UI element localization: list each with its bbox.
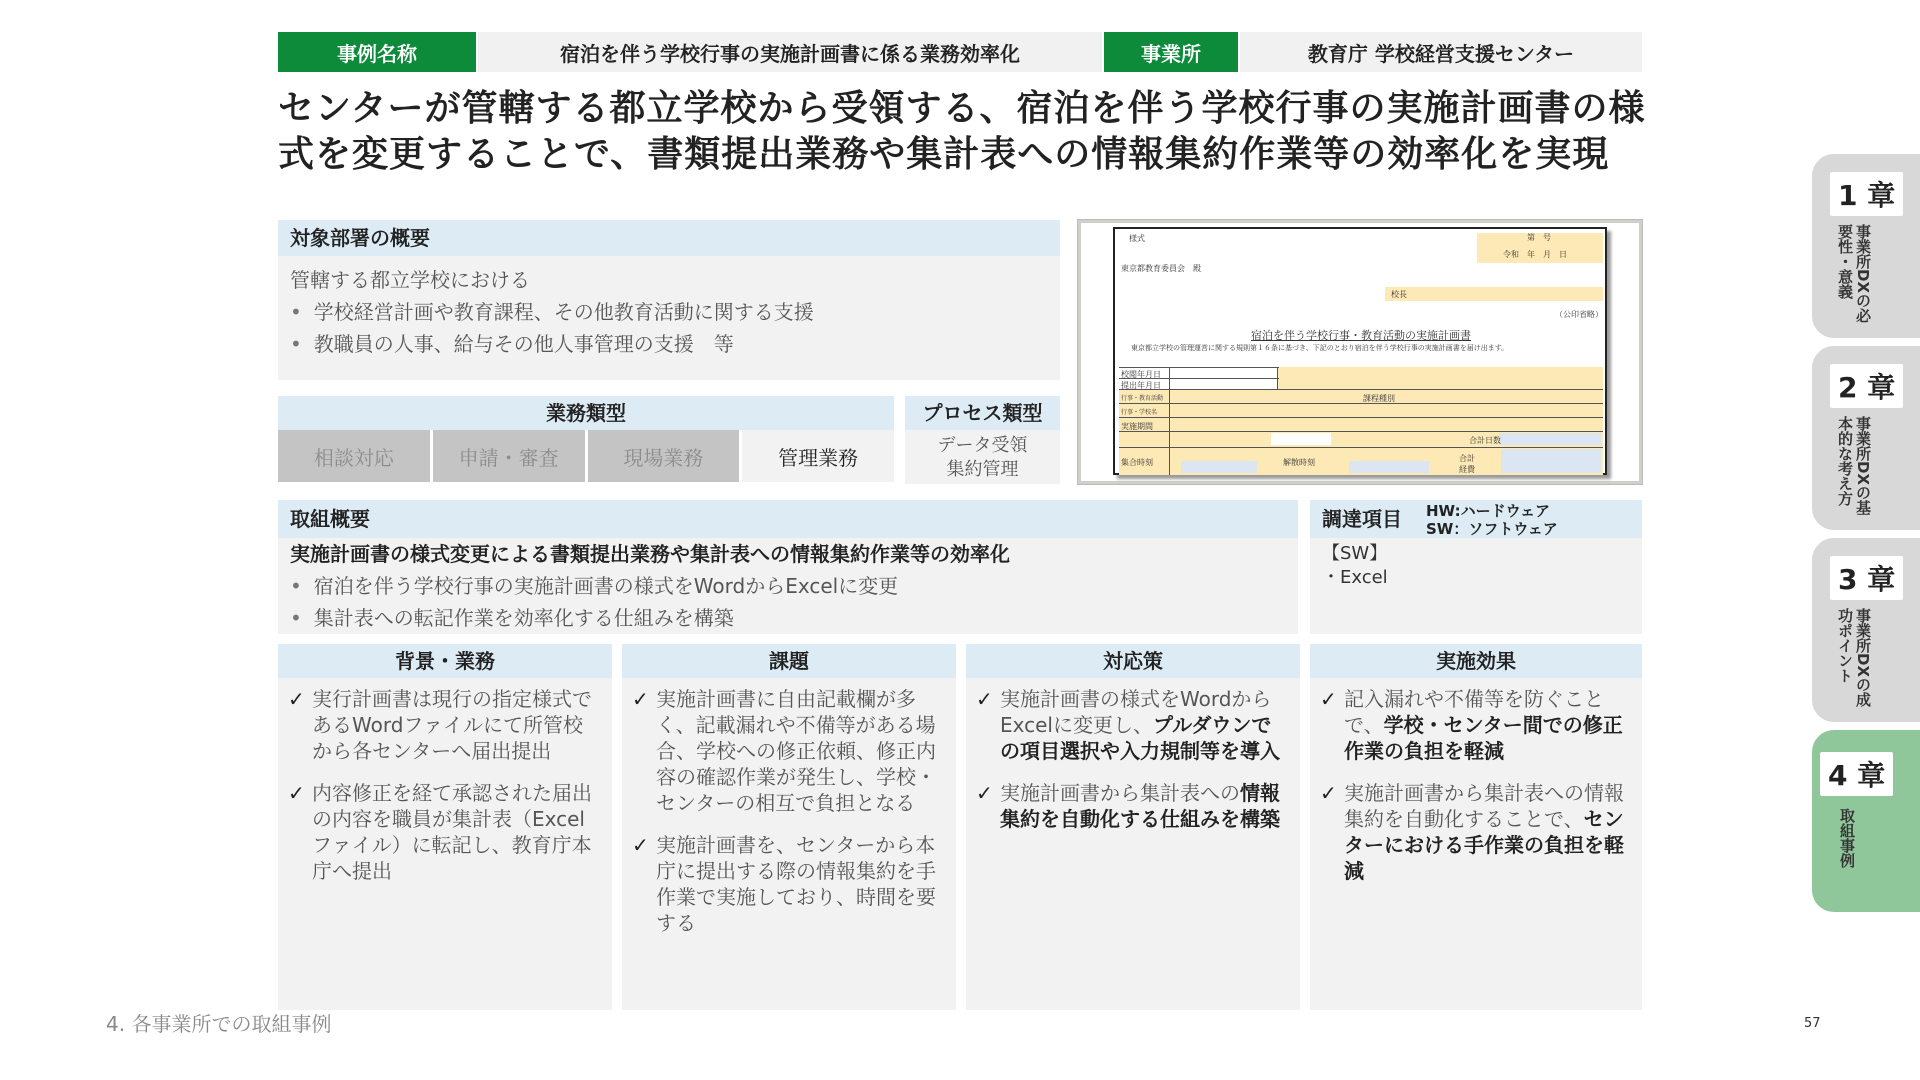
procurement-line: ・Excel: [1322, 567, 1388, 588]
form-text: 東京都立学校の管理運営に関する規則第１６条に基づき、下記のとおり宿泊を伴う学校行事の実施計画書を届け出ます。: [1131, 344, 1509, 352]
form-text: （公印省略）: [1555, 310, 1603, 319]
column-item: [288, 686, 602, 764]
business-types-panel: [278, 396, 894, 484]
column-item: [1320, 686, 1632, 764]
form-cell: [1349, 461, 1429, 473]
form-text: 行事・学校名: [1121, 409, 1158, 416]
form-cell: [1501, 449, 1601, 473]
chapter-tab-1[interactable]: [1812, 154, 1920, 338]
background-column: [278, 644, 612, 1010]
column-item-text: 記入漏れや不備等を防ぐことで、: [1344, 687, 1604, 737]
column-item-text: 実施計画書から集計表への: [1000, 781, 1240, 805]
procurement-panel: [1310, 500, 1642, 634]
check-icon: ✓: [976, 687, 993, 711]
business-type-field: 現場業務: [588, 430, 740, 482]
process-types-panel: [905, 396, 1060, 484]
chapter-tab-desc: 事業所DXの基本的な考え方: [1836, 416, 1872, 516]
column-title: 課題: [622, 644, 956, 678]
initiative-overview-panel: [278, 500, 1298, 634]
check-icon: ✓: [1320, 781, 1337, 805]
form-text: 実施期間: [1121, 422, 1153, 431]
business-type-application: 申請・審査: [433, 430, 585, 482]
initiative-overview-title: 取組概要: [278, 500, 1298, 538]
check-icon: ✓: [976, 781, 993, 805]
chapter-tab-3[interactable]: [1812, 538, 1920, 722]
dept-item: • 教職員の人事、給与その他人事管理の支援 等: [290, 328, 1048, 360]
column-item: [288, 780, 602, 884]
procurement-legend-hw: HW:ハードウェア: [1426, 502, 1551, 520]
column-item: [632, 686, 946, 816]
column-item-emphasis: センターにおける手作業の負担を軽減: [1344, 807, 1624, 883]
check-icon: ✓: [288, 781, 305, 805]
process-type-line: データ受領: [937, 435, 1028, 456]
form-line: [1119, 431, 1603, 432]
column-title: 対応策: [966, 644, 1300, 678]
column-item-emphasis: プルダウンでの項目選択や入力規制等を導入: [1000, 713, 1280, 763]
column-item: [632, 832, 946, 936]
procurement-line: 【SW】: [1322, 543, 1388, 564]
column-item: [976, 686, 1290, 764]
form-text: 合計経費: [1459, 454, 1475, 474]
dept-item: • 学校経営計画や教育課程、その他教育活動に関する支援: [290, 296, 1048, 328]
footer-section: 4. 各事業所での取組事例: [106, 1012, 332, 1036]
column-item-text: 実行計画書は現行の指定様式であるWordファイルにて所管校から各センターへ届出提出: [312, 687, 592, 763]
form-cell: [1181, 461, 1257, 473]
form-text: 合計日数: [1469, 436, 1501, 445]
form-line: [1119, 403, 1603, 404]
column-item: [976, 780, 1290, 832]
chapter-tab-desc: 事業所DXの必要性・意義: [1836, 224, 1872, 324]
column-item-emphasis: 学校・センター間での修正作業の負担を軽減: [1344, 713, 1623, 763]
form-sheet: [1113, 227, 1607, 475]
office-label: 事業所: [1104, 32, 1238, 72]
form-text: 第 号: [1527, 233, 1551, 242]
procurement-legend: [1426, 502, 1558, 538]
form-cell: [1499, 433, 1601, 445]
dept-overview-title: 対象部署の概要: [278, 220, 1060, 256]
chapter-tab-2[interactable]: [1812, 346, 1920, 530]
page-number: 57: [1804, 1016, 1821, 1031]
form-text: 課程種別: [1363, 394, 1395, 403]
case-name-value: 宿泊を伴う学校行事の実施計画書に係る業務効率化: [478, 32, 1102, 72]
office-value: 教育庁 学校経営支援センター: [1240, 32, 1642, 72]
initiative-subtitle: 実施計画書の様式変更による書類提出業務や集計表への情報集約作業等の効率化: [290, 542, 1010, 566]
form-text: 提出年月日: [1121, 381, 1161, 390]
business-type-consult: 相談対応: [278, 430, 430, 482]
process-types-title: プロセス類型: [905, 396, 1060, 430]
column-item-emphasis: 情報集約を自動化する仕組みを構築: [1000, 781, 1280, 831]
form-thumbnail: [1078, 220, 1642, 484]
form-line: [1119, 417, 1603, 418]
check-icon: ✓: [1320, 687, 1337, 711]
column-item-text: 実施計画書に自由記載欄が多く、記載漏れや不備等がある場合、学校への修正依頼、修正内容の確認作業が発生し、学校・センターの相互で負担となる: [656, 687, 936, 815]
check-icon: ✓: [288, 687, 305, 711]
form-text: 校長: [1391, 290, 1407, 299]
chapter-tab-label: 2 章: [1830, 364, 1903, 408]
column-item-text: 内容修正を経て承認された届出の内容を職員が集計表（Excelファイル）に転記し、教育庁本庁へ提出: [312, 781, 592, 883]
chapter-tab-label: 4 章: [1820, 752, 1893, 796]
process-type-line: 集約管理: [946, 459, 1019, 480]
column-title: 背景・業務: [278, 644, 612, 678]
form-line: [1119, 367, 1279, 368]
column-item-text: 実施計画書の様式をWordからExcelに変更し、: [1000, 687, 1272, 737]
form-text: 様式: [1129, 234, 1145, 243]
column-title: 実施効果: [1310, 644, 1642, 678]
measures-column: [966, 644, 1300, 1010]
business-types-title: 業務類型: [278, 396, 894, 430]
chapter-tab-desc: 取組事例: [1838, 808, 1856, 868]
form-text: 令和 年 月 日: [1503, 250, 1567, 259]
form-line: [1277, 367, 1278, 389]
check-icon: ✓: [632, 833, 649, 857]
dept-overview-panel: [278, 220, 1060, 380]
form-cell: [1271, 433, 1331, 445]
form-text: 東京都教育委員会 殿: [1121, 264, 1201, 273]
business-type-management: 管理業務: [742, 430, 894, 482]
chapter-tab-label: 3 章: [1830, 556, 1903, 600]
form-text: 集合時刻: [1121, 458, 1153, 467]
chapter-tab-4[interactable]: [1812, 730, 1920, 912]
case-name-label: 事例名称: [278, 32, 476, 72]
initiative-item: • 宿泊を伴う学校行事の実施計画書の様式をWordからExcelに変更: [290, 570, 1286, 602]
column-item-text: 実施計画書から集計表への情報集約を自動化することで、: [1344, 781, 1624, 831]
form-line: [1169, 367, 1170, 475]
form-cell: [1385, 287, 1603, 301]
procurement-legend-sw: SW：ソフトウェア: [1426, 520, 1558, 538]
form-line: [1119, 447, 1603, 448]
form-text: 解散時刻: [1283, 458, 1315, 467]
procurement-title: 調達項目: [1322, 507, 1402, 531]
form-line: [1119, 389, 1603, 390]
issues-column: [622, 644, 956, 1010]
page-title: センターが管轄する都立学校から受領する、宿泊を伴う学校行事の実施計画書の様式を変更することで、書類提出業務や集計表への情報集約作業等の効率化を実現: [278, 88, 1646, 175]
check-icon: ✓: [632, 687, 649, 711]
form-text: 校閲年月日: [1121, 370, 1161, 379]
form-text: 行事・教育活動: [1121, 395, 1164, 402]
column-item-text: 実施計画書を、センターから本庁に提出する際の情報集約を手作業で実施しており、時間を要する: [656, 833, 936, 935]
effects-column: [1310, 644, 1642, 1010]
chapter-tab-desc: 事業所DXの成功ポイント: [1836, 608, 1872, 708]
chapter-tab-label: 1 章: [1830, 172, 1903, 216]
dept-lead: 管轄する都立学校における: [290, 268, 530, 292]
column-item: [1320, 780, 1632, 884]
initiative-item: • 集計表への転記作業を効率化する仕組みを構築: [290, 602, 1286, 634]
form-text: 宿泊を伴う学校行事・教育活動の実施計画書: [1251, 329, 1471, 342]
